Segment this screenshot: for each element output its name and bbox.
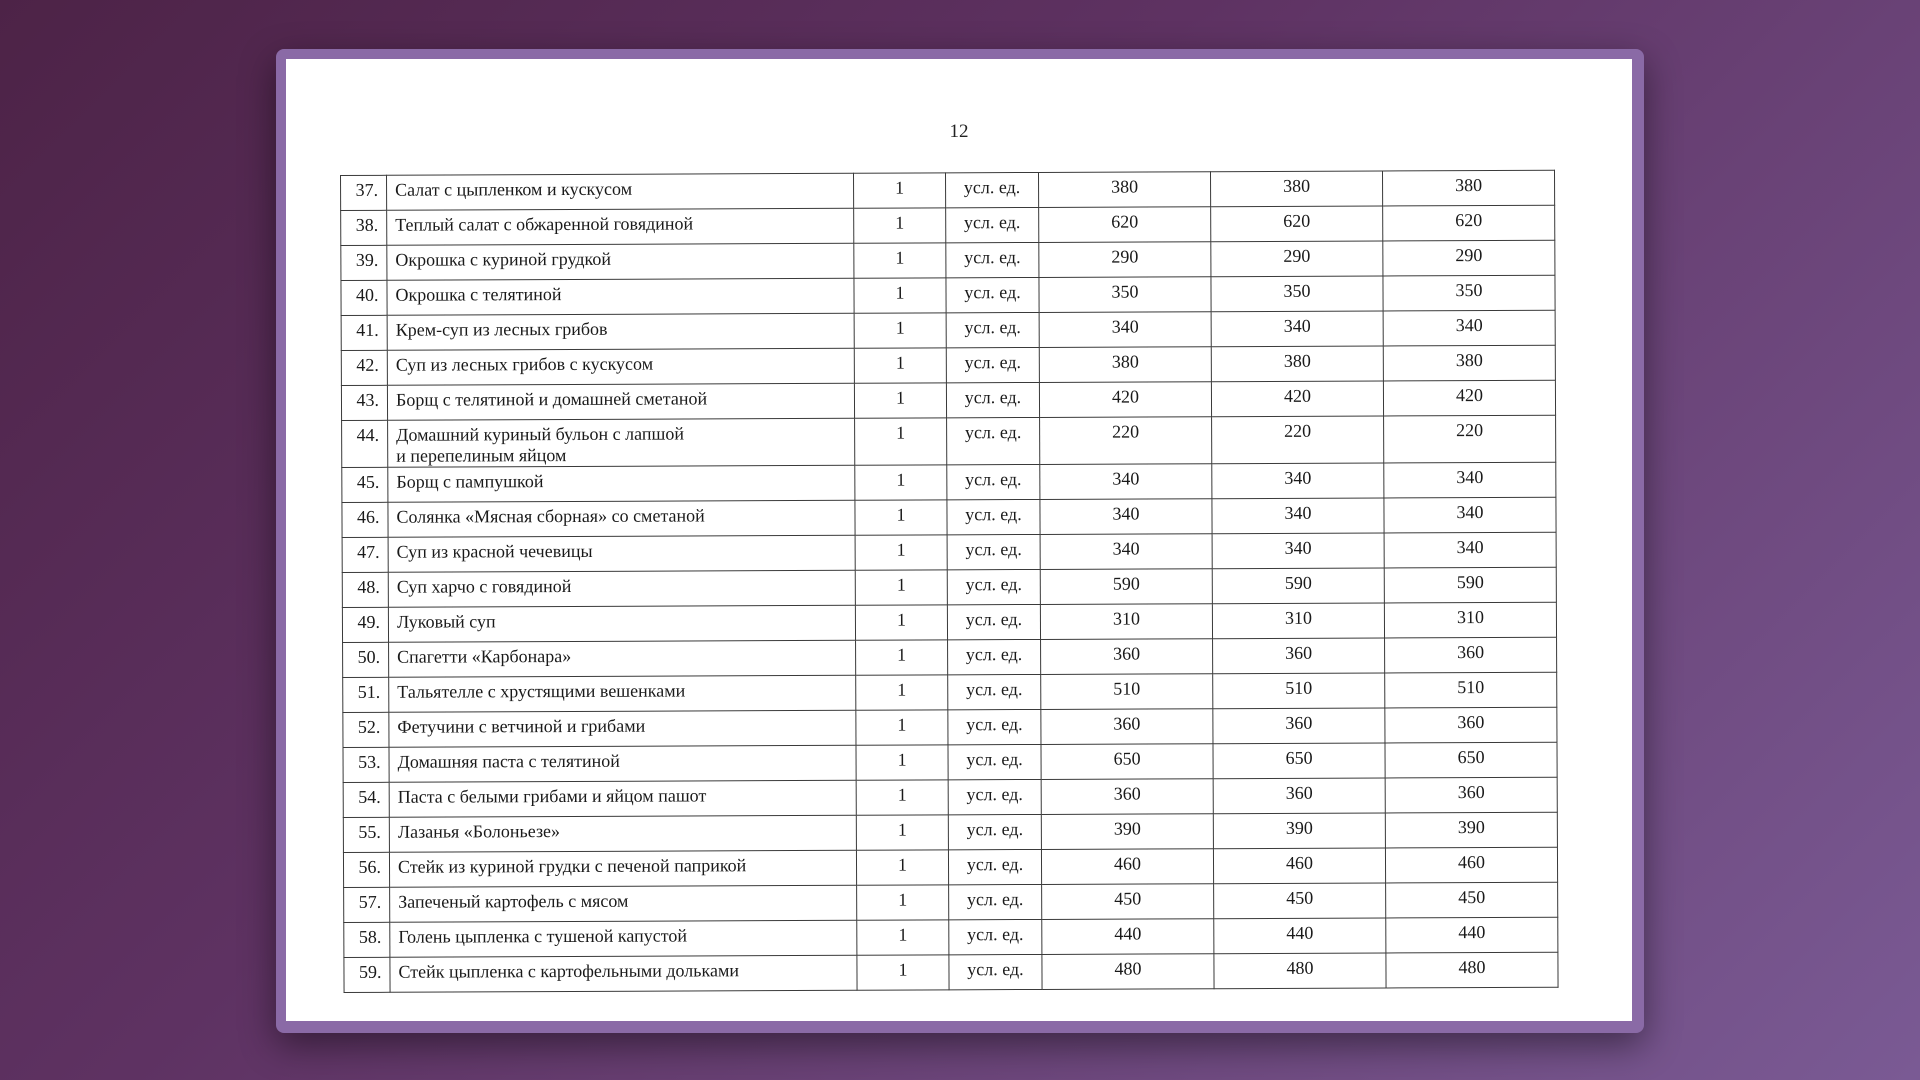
row-number-cell: 41. <box>341 315 387 350</box>
price-cell-2: 220 <box>1212 416 1384 464</box>
price-cell-1: 620 <box>1039 207 1211 243</box>
price-cell-2: 340 <box>1212 533 1384 569</box>
price-cell-1: 480 <box>1042 954 1214 990</box>
table-row <box>343 812 1557 852</box>
price-cell-3: 510 <box>1385 672 1557 708</box>
item-name-cell: Окрошка с куриной грудкой <box>387 243 854 280</box>
price-cell-3: 350 <box>1383 275 1555 311</box>
price-cell-1: 440 <box>1042 919 1214 955</box>
quantity-cell: 1 <box>857 920 949 955</box>
item-name-cell: Фетучини с ветчиной и грибами <box>389 710 856 747</box>
unit-cell: усл. ед. <box>946 347 1039 382</box>
price-cell-2: 460 <box>1213 848 1385 884</box>
item-name-cell: Стейк цыпленка с картофельными дольками <box>390 955 857 992</box>
price-cell-1: 420 <box>1039 382 1211 418</box>
price-cell-3: 360 <box>1385 637 1557 673</box>
unit-cell: усл. ед. <box>947 534 1040 569</box>
price-cell-3: 340 <box>1384 462 1556 498</box>
price-cell-2: 620 <box>1211 206 1383 242</box>
row-number-cell: 50. <box>343 642 389 677</box>
item-name-cell: Лазанья «Болоньезе» <box>389 815 856 852</box>
price-cell-1: 290 <box>1039 242 1211 278</box>
price-cell-2: 380 <box>1211 346 1383 382</box>
price-cell-1: 380 <box>1038 172 1210 208</box>
quantity-cell: 1 <box>855 418 947 465</box>
row-number-cell: 37. <box>341 175 387 210</box>
price-cell-2: 350 <box>1211 276 1383 312</box>
row-number-cell: 55. <box>343 817 389 852</box>
price-cell-3: 220 <box>1384 415 1556 463</box>
price-cell-3: 380 <box>1382 170 1554 206</box>
quantity-cell: 1 <box>856 710 948 745</box>
price-cell-3: 290 <box>1383 240 1555 276</box>
price-cell-2: 390 <box>1213 813 1385 849</box>
price-cell-1: 360 <box>1041 779 1213 815</box>
quantity-cell: 1 <box>856 640 948 675</box>
quantity-cell: 1 <box>856 850 948 885</box>
row-number-cell: 52. <box>343 712 389 747</box>
row-number-cell: 48. <box>342 572 388 607</box>
price-table-body <box>341 170 1559 992</box>
quantity-cell: 1 <box>854 383 946 418</box>
quantity-cell: 1 <box>853 173 945 208</box>
price-cell-2: 650 <box>1213 743 1385 779</box>
table-row <box>342 462 1556 502</box>
price-cell-1: 360 <box>1041 709 1213 745</box>
price-cell-1: 350 <box>1039 277 1211 313</box>
price-cell-1: 590 <box>1040 569 1212 605</box>
price-cell-1: 340 <box>1040 534 1212 570</box>
quantity-cell: 1 <box>855 535 947 570</box>
table-row <box>342 567 1556 607</box>
price-cell-3: 390 <box>1385 812 1557 848</box>
price-cell-1: 450 <box>1042 884 1214 920</box>
price-cell-3: 620 <box>1383 205 1555 241</box>
price-cell-3: 590 <box>1384 567 1556 603</box>
item-name-cell: Солянка «Мясная сборная» со сметаной <box>388 500 855 537</box>
quantity-cell: 1 <box>854 208 946 243</box>
price-cell-1: 340 <box>1039 312 1211 348</box>
price-cell-2: 340 <box>1212 498 1384 534</box>
price-cell-3: 650 <box>1385 742 1557 778</box>
quantity-cell: 1 <box>854 278 946 313</box>
price-cell-3: 420 <box>1383 380 1555 416</box>
unit-cell: усл. ед. <box>947 499 1040 534</box>
row-number-cell: 38. <box>341 210 387 245</box>
price-cell-2: 290 <box>1211 241 1383 277</box>
item-name-line-2: и перепелиным яйцом <box>396 445 567 466</box>
price-cell-3: 450 <box>1386 882 1558 918</box>
item-name-cell: Борщ с пампушкой <box>388 465 855 502</box>
quantity-cell: 1 <box>854 243 946 278</box>
price-table <box>340 170 1559 993</box>
table-row <box>343 777 1557 817</box>
unit-cell: усл. ед. <box>947 417 1040 464</box>
price-cell-2: 510 <box>1213 673 1385 709</box>
price-cell-2: 310 <box>1212 603 1384 639</box>
row-number-cell: 43. <box>341 385 387 420</box>
table-row <box>343 847 1557 887</box>
unit-cell: усл. ед. <box>949 919 1042 954</box>
row-number-cell: 56. <box>343 852 389 887</box>
table-row <box>344 882 1558 922</box>
table-row <box>344 952 1558 992</box>
quantity-cell: 1 <box>855 465 947 500</box>
row-number-cell: 51. <box>343 677 389 712</box>
price-cell-2: 360 <box>1213 778 1385 814</box>
row-number-cell: 47. <box>342 537 388 572</box>
unit-cell: усл. ед. <box>948 814 1041 849</box>
price-cell-3: 340 <box>1384 532 1556 568</box>
unit-cell: усл. ед. <box>947 569 1040 604</box>
item-name-cell: Салат с цыпленком и кускусом <box>387 173 854 210</box>
quantity-cell: 1 <box>856 675 948 710</box>
item-name-cell: Суп из красной чечевицы <box>388 535 855 572</box>
item-name-line-1: Домашний куриный бульон с лапшой <box>396 423 684 445</box>
item-name-cell: Крем-суп из лесных грибов <box>387 313 854 350</box>
row-number-cell: 39. <box>341 245 387 280</box>
price-cell-3: 460 <box>1385 847 1557 883</box>
item-name-cell: Голень цыпленка с тушеной капустой <box>390 920 857 957</box>
price-cell-3: 360 <box>1385 707 1557 743</box>
table-row <box>343 637 1557 677</box>
row-number-cell: 53. <box>343 747 389 782</box>
item-name-cell: Паста с белыми грибами и яйцом пашот <box>389 780 856 817</box>
quantity-cell: 1 <box>854 348 946 383</box>
table-row <box>342 532 1556 572</box>
unit-cell: усл. ед. <box>946 312 1039 347</box>
price-cell-2: 440 <box>1214 918 1386 954</box>
row-number-cell: 40. <box>341 280 387 315</box>
item-name-cell: Стейк из куриной грудки с печеной паприкой <box>389 850 856 887</box>
price-cell-1: 460 <box>1041 849 1213 885</box>
item-name-cell: Теплый салат с обжаренной говядиной <box>387 208 854 245</box>
unit-cell: усл. ед. <box>946 277 1039 312</box>
unit-cell: усл. ед. <box>948 779 1041 814</box>
price-cell-2: 340 <box>1212 463 1384 499</box>
item-name-cell: Луковый суп <box>388 605 855 642</box>
unit-cell: усл. ед. <box>948 674 1041 709</box>
price-cell-2: 590 <box>1212 568 1384 604</box>
unit-cell: усл. ед. <box>948 709 1041 744</box>
price-cell-3: 480 <box>1386 952 1558 988</box>
price-cell-2: 420 <box>1211 381 1383 417</box>
row-number-cell: 54. <box>343 782 389 817</box>
table-row <box>341 275 1555 315</box>
unit-cell: усл. ед. <box>948 639 1041 674</box>
price-cell-2: 340 <box>1211 311 1383 347</box>
price-cell-1: 390 <box>1041 814 1213 850</box>
row-number-cell: 59. <box>344 957 390 992</box>
unit-cell: усл. ед. <box>949 884 1042 919</box>
price-cell-2: 380 <box>1210 171 1382 207</box>
quantity-cell: 1 <box>855 570 947 605</box>
price-cell-1: 220 <box>1040 417 1212 465</box>
row-number-cell: 49. <box>342 607 388 642</box>
table-row <box>342 415 1556 467</box>
unit-cell: усл. ед. <box>946 242 1039 277</box>
row-number-cell: 58. <box>344 922 390 957</box>
item-name-cell: Спагетти «Карбонара» <box>389 640 856 677</box>
quantity-cell: 1 <box>857 885 949 920</box>
table-row <box>341 170 1555 210</box>
price-cell-2: 360 <box>1213 708 1385 744</box>
unit-cell: усл. ед. <box>948 849 1041 884</box>
price-cell-1: 650 <box>1041 744 1213 780</box>
price-cell-2: 480 <box>1214 953 1386 989</box>
item-name-cell: Окрошка с телятиной <box>387 278 854 315</box>
document-page <box>286 59 1632 1021</box>
item-name-cell: Тальятелле с хрустящими вешенками <box>389 675 856 712</box>
quantity-cell: 1 <box>856 745 948 780</box>
table-row <box>341 345 1555 385</box>
quantity-cell: 1 <box>855 500 947 535</box>
price-cell-3: 340 <box>1384 497 1556 533</box>
row-number-cell: 45. <box>342 467 388 502</box>
unit-cell: усл. ед. <box>947 464 1040 499</box>
price-cell-3: 440 <box>1386 917 1558 953</box>
table-row <box>341 310 1555 350</box>
row-number-cell: 57. <box>344 887 390 922</box>
quantity-cell: 1 <box>855 605 947 640</box>
price-cell-1: 340 <box>1040 499 1212 535</box>
row-number-cell: 44. <box>342 420 388 467</box>
unit-cell: усл. ед. <box>949 954 1042 989</box>
item-name-cell: Суп из лесных грибов с кускусом <box>387 348 854 385</box>
price-cell-3: 360 <box>1385 777 1557 813</box>
row-number-cell: 42. <box>341 350 387 385</box>
price-cell-1: 510 <box>1041 674 1213 710</box>
unit-cell: усл. ед. <box>946 207 1039 242</box>
quantity-cell: 1 <box>854 313 946 348</box>
table-row <box>342 602 1556 642</box>
row-number-cell: 46. <box>342 502 388 537</box>
table-row <box>343 707 1557 747</box>
unit-cell: усл. ед. <box>948 744 1041 779</box>
item-name-cell: Домашняя паста с телятиной <box>389 745 856 782</box>
item-name-cell: Суп харчо с говядиной <box>388 570 855 607</box>
table-row <box>341 380 1555 420</box>
page-number: 12 <box>949 121 969 142</box>
price-cell-3: 340 <box>1383 310 1555 346</box>
price-cell-2: 450 <box>1214 883 1386 919</box>
price-cell-1: 360 <box>1041 639 1213 675</box>
unit-cell: усл. ед. <box>947 604 1040 639</box>
price-cell-3: 380 <box>1383 345 1555 381</box>
table-row <box>344 917 1558 957</box>
table-row <box>341 205 1555 245</box>
quantity-cell: 1 <box>857 955 949 990</box>
table-row <box>342 497 1556 537</box>
item-name-cell: Запеченый картофель с мясом <box>390 885 857 922</box>
quantity-cell: 1 <box>856 780 948 815</box>
price-cell-1: 380 <box>1039 347 1211 383</box>
price-cell-2: 360 <box>1213 638 1385 674</box>
table-row <box>341 240 1555 280</box>
unit-cell: усл. ед. <box>946 382 1039 417</box>
price-cell-3: 310 <box>1384 602 1556 638</box>
item-name-cell <box>388 418 855 467</box>
unit-cell: усл. ед. <box>945 172 1038 207</box>
price-cell-1: 310 <box>1040 604 1212 640</box>
item-name-cell: Борщ с телятиной и домашней сметаной <box>387 383 854 420</box>
table-row <box>343 672 1557 712</box>
price-cell-1: 340 <box>1040 464 1212 500</box>
table-row <box>343 742 1557 782</box>
quantity-cell: 1 <box>856 815 948 850</box>
